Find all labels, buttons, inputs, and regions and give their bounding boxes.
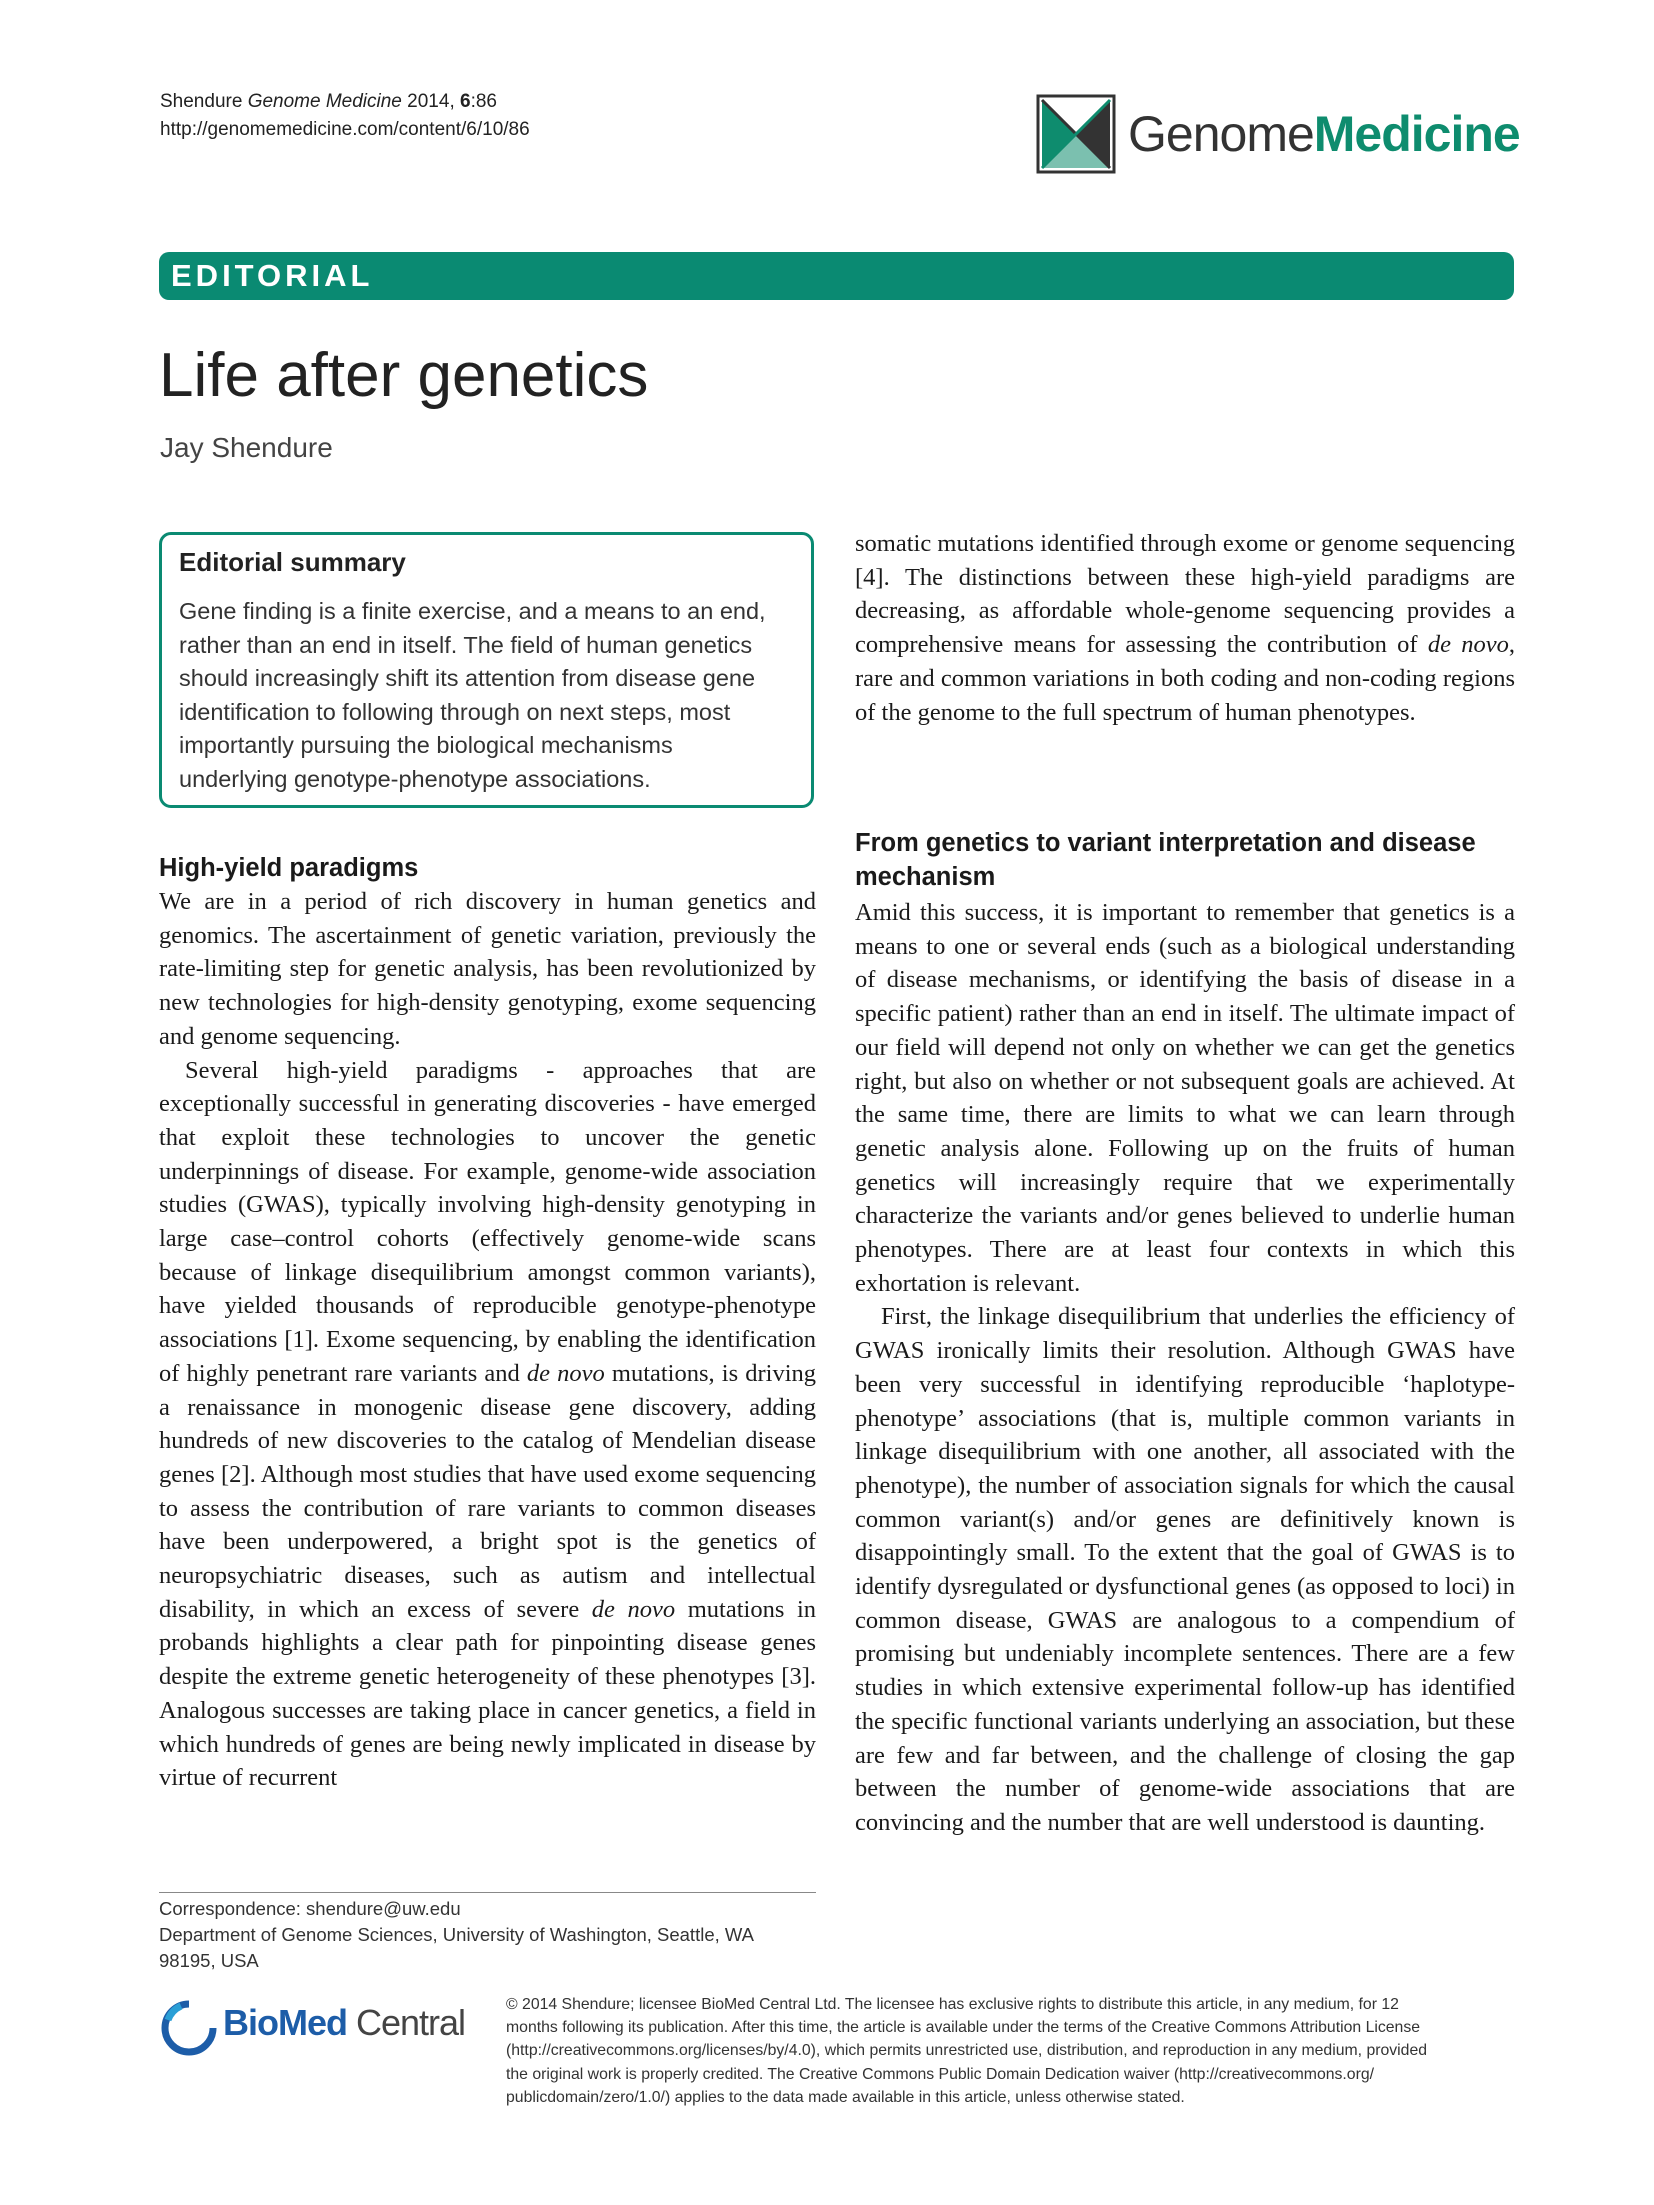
paragraph: Amid this success, it is important to remember that genetics is a means to one or several ends (such as a biological understanding of disease mechanisms, or identifying the basis of disease in a specific patient) rather than an end in itself. The ultimate impact of our field will depend not only on whether we can get the genetics right, but also on whether or not subsequent goals are achieved. At the same time, there are limits to what we can learn through genetic analysis alone. Following up on the fruits of human genetics will increasingly require that we experimentally characterize the variants and/or genes believed to underlie human phenotypes. There are at least four contexts in which this exhortation is relevant.	[855, 899, 1515, 1297]
citation-article: :86	[470, 91, 497, 112]
correspondence-footnote	[159, 1896, 819, 1974]
article-author: Jay Shendure	[160, 432, 333, 463]
license-line: © 2014 Shendure; licensee BioMed Central Ltd. The licensee has exclusive rights to distribute this article, in any medium, for 12	[506, 1996, 1399, 2013]
citation-volume: 6	[460, 91, 471, 112]
footnote-divider	[159, 1892, 816, 1893]
biomed-central-ring-icon	[159, 1998, 219, 2058]
summary-line: identification to following through on next steps, most	[179, 698, 731, 725]
journal-logo[interactable]	[1036, 94, 1520, 180]
paragraph: First, the linkage disequilibrium that underlies the efficiency of GWAS ironically limits their resolution. Although GWAS have been very successful in identifying reproducible ‘haplotype-phenotype’ associations (that is, multiple common variants in linkage disequilibrium with one another, all associated with the phenotype), the number of association signals for which the causal common variant(s) and/or genes are definitively known is disappointingly small. To the extent that the goal of GWAS is to identify dysregulated or dysfunctional genes (as opposed to loci) in common disease, GWAS are analogous to a compendium of promising but undeniably incomplete sentences. There are a few studies in which extensive experimental follow-up has identified the specific functional variants underlying an association, but these are few and far between, and the challenge of closing the gap between the number of genome-wide associations that are convincing and the number that are well understood is daunting.	[855, 1303, 1515, 1836]
affiliation-line: Department of Genome Sciences, University of Washington, Seattle, WA	[159, 1924, 754, 1945]
logo-word-genome: Genome	[1128, 106, 1314, 162]
biomed-central-wordmark	[223, 2002, 465, 2044]
article-title: Life after genetics	[159, 341, 649, 410]
summary-line: rather than an end in itself. The field of human genetics	[179, 631, 753, 658]
paragraph: Several high-yield paradigms - approaches that are exceptionally successful in generating discoveries - have emerged that exploit these technologies to uncover the genetic underpinnings of disease. For example, genome-wide association studies (GWAS), typically involving high-density genotyping in large case–control cohorts (effectively genome-wide scans because of linkage disequilibrium amongst common variants), have yielded thousands of reproducible genotype-phenotype associations [1]. Exome sequencing, by enabling the identification of highly penetrant rare variants and de novo mutations, is driving a renaissance in monogenic disease gene discovery, adding hundreds of new discoveries to the catalog of Mendelian disease genes [2]. Although most studies that have used exome sequencing to assess the contribution of rare variants to common diseases have been underpowered, a bright spot is the genetics of neuropsychiatric diseases, such as autism and intellectual disability, in which an excess of severe de novo mutations in probands highlights a clear path for pinpointing disease genes despite the extreme genetic heterogeneity of these phenotypes [3]. Analogous successes are taking place in cancer genetics, a field in which hundreds of genes are being newly implicated in disease by virtue of recurrent	[159, 1056, 817, 1792]
article-type-label: EDITORIAL	[171, 258, 374, 293]
logo-wordmark	[1128, 102, 1520, 166]
citation-year: 2014,	[407, 91, 455, 112]
summary-line: importantly pursuing the biological mechanisms	[179, 732, 673, 758]
paragraph: We are in a period of rich discovery in human genetics and genomics. The ascertainment of genetic variation, previously the rate-limiting step for genetic analysis, has been revolutionized by new technologies for high-density genotyping, exome sequencing and genome sequencing.	[159, 888, 816, 1050]
article-url[interactable]: http://genomemedicine.com/content/6/10/86	[160, 119, 530, 140]
license-line: (http://creativecommons.org/licenses/by/4.0), which permits unrestricted use, distribution, and reproduction in any medium, provided	[506, 2042, 1428, 2060]
citation-line	[160, 88, 497, 116]
summary-line: underlying genotype-phenotype associations.	[179, 765, 651, 792]
section-heading-high-yield: High-yield paradigms	[159, 854, 419, 882]
paragraph: somatic mutations identified through exome or genome sequencing [4]. The distinctions between these high-yield paradigms are decreasing, as affordable whole-genome sequencing provides a comprehensive means for assessing the contribution of de novo, rare and common variations in both coding and non-coding regions of the genome to the full spectrum of human phenotypes.	[855, 530, 1515, 726]
article-type-band	[159, 252, 1514, 300]
bmc-word-central: Central	[347, 2002, 466, 2043]
right-column-body	[855, 896, 1515, 1840]
editorial-summary-box	[159, 532, 814, 808]
citation-author: Shendure	[160, 91, 243, 112]
summary-line: Gene finding is a finite exercise, and a means to an end,	[179, 598, 766, 624]
summary-body	[179, 595, 799, 796]
summary-title: Editorial summary	[179, 547, 406, 577]
license-line: publicdomain/zero/1.0/) applies to the data made available in this article, unless otherwise stated.	[506, 2088, 1185, 2106]
license-line: the original work is properly credited. The Creative Commons Public Domain Dedication waiver (http://creativecommons.org/	[506, 2065, 1375, 2083]
section-heading-variant-interpretation: From genetics to variant interpretation and disease mechanism	[855, 829, 1476, 891]
license-notice	[506, 1993, 1516, 2109]
affiliation-line: 98195, USA	[159, 1950, 259, 1971]
biomed-central-logo[interactable]	[159, 1996, 479, 2056]
license-line: months following its publication. After this time, the article is available under the terms of the Creative Commons Attribution License	[506, 2019, 1421, 2037]
correspondence-email[interactable]: Correspondence: shendure@uw.edu	[159, 1898, 461, 1919]
bmc-word-biomed: BioMed	[223, 2002, 347, 2043]
logo-word-medicine: Medicine	[1313, 106, 1520, 162]
right-column-continuation	[855, 527, 1515, 729]
citation-journal: Genome Medicine	[247, 91, 402, 112]
summary-line: should increasingly shift its attention from disease gene	[179, 665, 756, 691]
left-column-body	[159, 885, 816, 1795]
genome-medicine-logo-icon	[1036, 94, 1116, 174]
